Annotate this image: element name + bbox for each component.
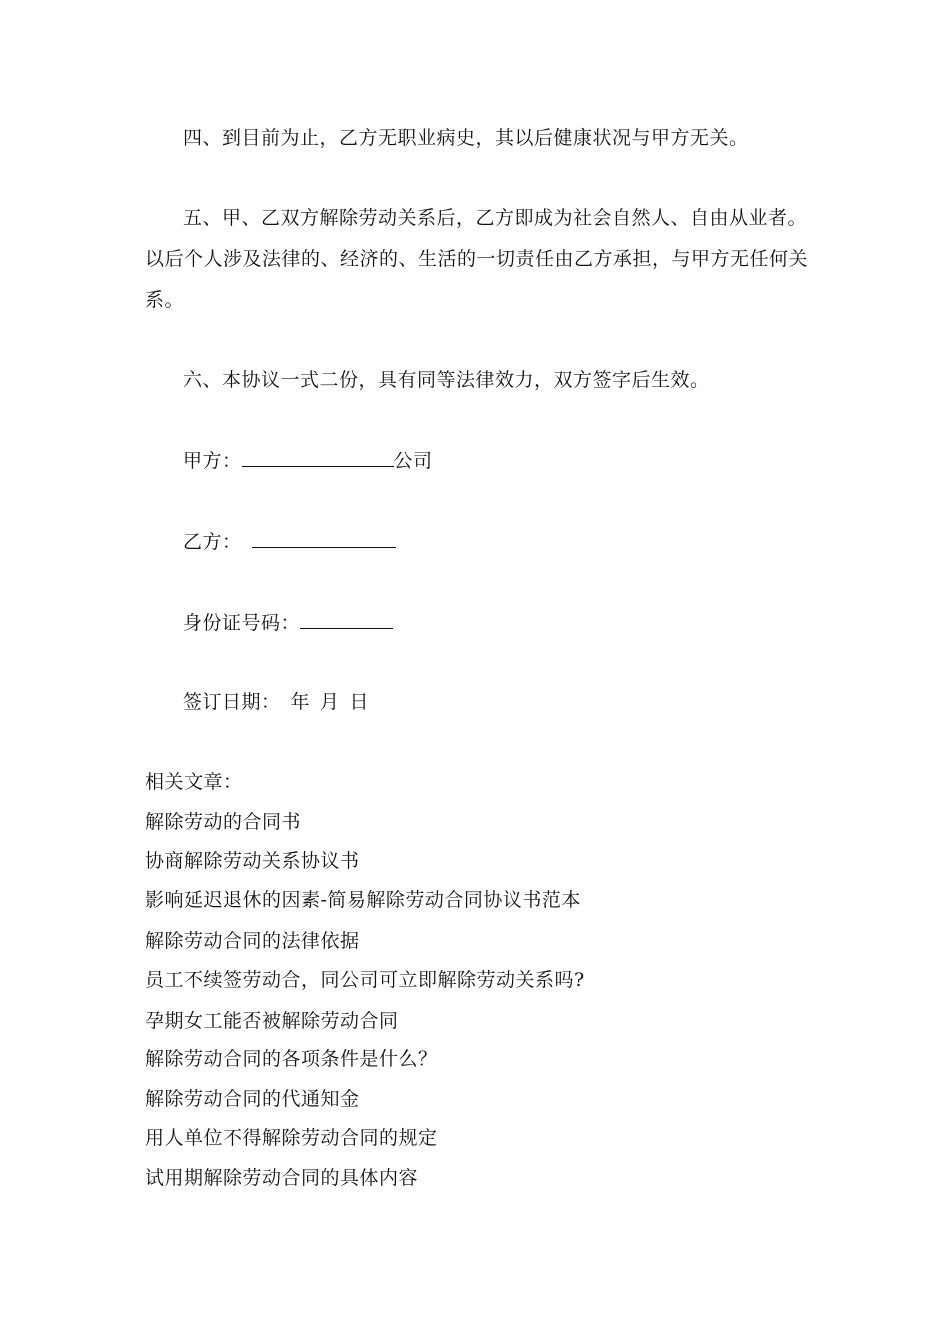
related-article-link[interactable]: 解除劳动的合同书 [145, 811, 302, 833]
party-a-signature-line [183, 448, 433, 473]
related-article-link[interactable]: 员工不续签劳动合，同公司可立即解除劳动关系吗? [145, 969, 585, 991]
date-month: 月 [320, 691, 340, 713]
party-b-signature-line [183, 529, 396, 554]
sign-date-line [183, 690, 369, 714]
date-day: 日 [349, 691, 370, 713]
related-article-link[interactable]: 影响延迟退休的因素-简易解除劳动合同协议书范本 [145, 889, 581, 911]
date-year: 年 [290, 691, 311, 713]
sign-date-label: 签订日期： [183, 691, 281, 713]
related-article-link[interactable]: 协商解除劳动关系协议书 [145, 850, 360, 872]
clause-5-line-1: 五、甲、乙双方解除劳动关系后，乙方即成为社会自然人、自由从业者。 [183, 207, 808, 229]
clause-6: 六、本协议一式二份，具有同等法律效力，双方签字后生效。 [183, 369, 710, 391]
id-number-blank [300, 610, 393, 629]
clause-5-line-2: 以后个人涉及法律的、经济的、生活的一切责任由乙方承担，与甲方无任何关 [145, 248, 809, 270]
related-articles-heading: 相关文章： [145, 771, 243, 793]
related-article-link[interactable]: 解除劳动合同的代通知金 [145, 1088, 360, 1110]
party-a-suffix: 公司 [393, 450, 433, 472]
clause-5-line-3: 系。 [145, 289, 185, 311]
party-b-blank [252, 529, 396, 548]
id-number-label: 身份证号码： [183, 612, 301, 634]
party-b-label: 乙方： [183, 531, 242, 553]
party-a-blank [242, 448, 394, 467]
related-article-link[interactable]: 孕期女工能否被解除劳动合同 [145, 1010, 399, 1032]
id-number-line [183, 610, 393, 635]
related-article-link[interactable]: 试用期解除劳动合同的具体内容 [145, 1167, 419, 1189]
party-a-label: 甲方： [183, 450, 242, 472]
related-article-link[interactable]: 解除劳动合同的各项条件是什么？ [145, 1048, 438, 1070]
related-article-link[interactable]: 用人单位不得解除劳动合同的规定 [145, 1127, 438, 1149]
clause-4: 四、到目前为止，乙方无职业病史，其以后健康状况与甲方无关。 [183, 127, 749, 149]
related-article-link[interactable]: 解除劳动合同的法律依据 [145, 930, 360, 952]
